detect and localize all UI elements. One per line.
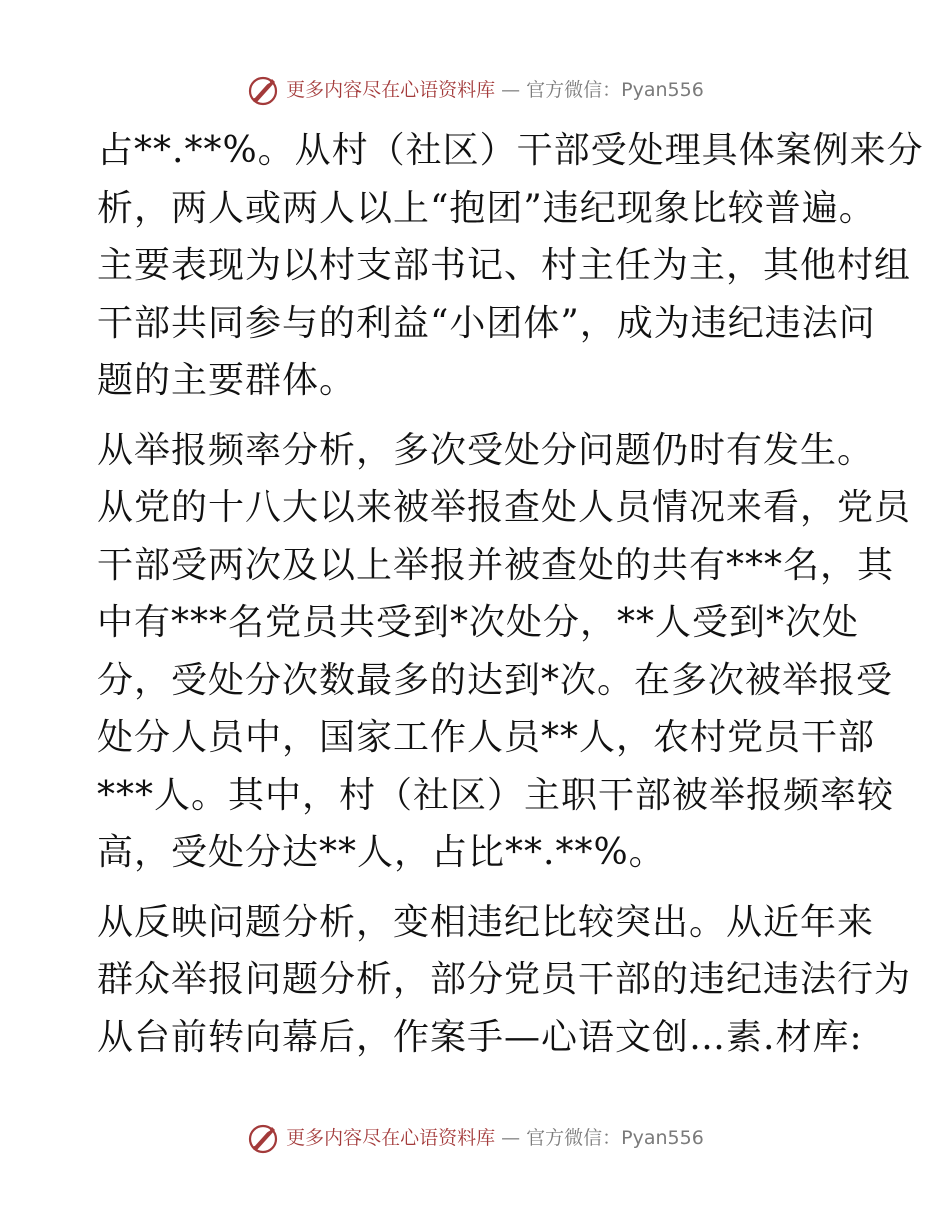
text-line: 从台前转向幕后，作案手—心语文创…素.材库: [97,1016,863,1058]
text-line: 群众举报问题分析，部分党员干部的违纪违法行为 [97,959,912,1000]
quill-pen-logo-icon [246,73,280,107]
text-line: 主要表现为以村支部书记、村主任为主，其他村组 [97,245,912,286]
banner-site-name: 更多内容尽在心语资料库 [286,1127,496,1149]
text-line: 分，受处分次数最多的达到*次。在多次被举报受 [97,659,894,701]
text-line: 干部受两次及以上举报并被查处的共有***名，其 [97,544,895,586]
footer-banner [0,1118,950,1158]
text-line: 高，受处分达**人，占比**.**%。 [97,832,666,873]
banner-dash: — [501,79,521,101]
text-line: 析，两人或两人以上“抱团”违纪现象比较普遍。 [97,187,876,229]
text-line: 干部共同参与的利益“小团体”，成为违纪违法问 [97,302,876,344]
text-line: 从反映问题分析，变相违纪比较突出。从近年来 [97,901,875,943]
text-line: 题的主要群体。 [97,360,357,401]
document-body [97,122,924,1066]
text-line: 从党的十八大以来被举报查处人员情况来看，党员 [97,487,912,528]
quill-pen-logo-icon [246,1121,280,1155]
banner-site-name: 更多内容尽在心语资料库 [286,79,496,101]
paragraph-3 [97,894,912,1067]
text-line: ***人。其中，村（社区）主职干部被举报频率较 [97,774,895,816]
banner-wechat-id: 官方微信：Pyan556 [526,79,704,101]
header-banner [0,70,950,110]
banner-dash: — [501,1127,521,1149]
paragraph-1 [97,122,924,410]
banner-wechat-id: 官方微信：Pyan556 [526,1127,704,1149]
text-line: 中有***名党员共受到*次处分，**人受到*次处 [97,602,860,643]
text-line: 处分人员中，国家工作人员**人，农村党员干部 [97,717,876,758]
text-line: 从举报频率分析，多次受处分问题仍时有发生。 [97,429,875,471]
text-line: 占**.**%。从村（社区）干部受处理具体案例来分 [97,130,924,171]
paragraph-2 [97,422,912,882]
